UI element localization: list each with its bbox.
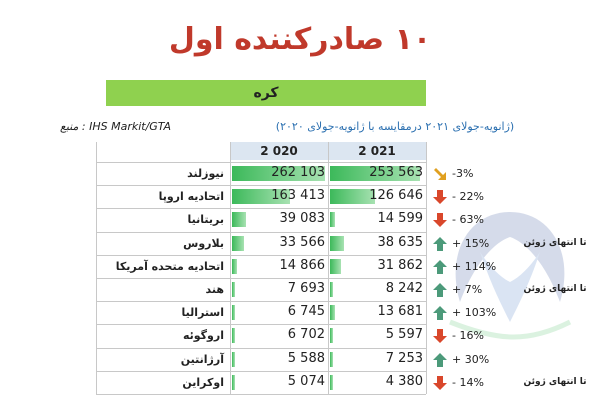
change-percent: -3% xyxy=(452,167,474,180)
value-2021: 7 253 xyxy=(385,350,423,366)
value-2020: 33 566 xyxy=(279,234,325,250)
value-2021: 13 681 xyxy=(377,304,423,320)
arrow-up-icon xyxy=(432,352,448,368)
arrow-up-icon xyxy=(432,305,448,321)
value-2021: 14 599 xyxy=(377,211,423,227)
arrow-down-icon xyxy=(432,328,448,344)
row-divider xyxy=(96,371,426,372)
column-divider xyxy=(426,142,427,394)
change-percent: + 7% xyxy=(452,283,483,296)
value-2021: 5 597 xyxy=(385,327,423,343)
source-label: IHS Markit/GTA : منبع xyxy=(60,120,172,133)
value-2020: 6 745 xyxy=(287,304,325,320)
value-2021: 31 862 xyxy=(377,257,423,273)
value-2020: 7 693 xyxy=(287,281,325,296)
arrow-up-icon xyxy=(432,259,448,275)
arrow-up-icon xyxy=(432,282,448,298)
value-2020: 163 413 xyxy=(271,188,325,204)
row-divider xyxy=(96,255,426,256)
country-label: اوکراین xyxy=(182,375,224,389)
row-divider xyxy=(96,324,426,325)
value-2020: 5 588 xyxy=(287,350,325,366)
year-2020-header: 2 020 xyxy=(260,144,298,158)
change-percent: + 103% xyxy=(452,306,497,320)
country-label: اتحادیه متحده آمریکا xyxy=(115,259,224,273)
product-label: کره xyxy=(253,85,279,101)
change-percent: - 14% xyxy=(452,375,484,389)
page-title: ۱۰ صادرکننده اول xyxy=(168,22,432,57)
row-divider xyxy=(96,348,426,349)
value-2021: 253 563 xyxy=(369,165,423,180)
row-divider xyxy=(96,278,426,279)
value-2020: 262 103 xyxy=(271,165,325,180)
period-subtitle: (ژانویه-جولای ۲۰۲۱ درمقایسه با ژانویه-جولای ۲۰۲۰) xyxy=(275,120,515,133)
country-label: اتحادیه اروپا xyxy=(158,190,224,204)
arrow-up-icon xyxy=(432,236,448,252)
change-percent: - 16% xyxy=(452,329,484,343)
change-percent: + 114% xyxy=(452,259,497,273)
year-2021-header: 2 021 xyxy=(358,144,396,158)
value-2021: 126 646 xyxy=(369,188,423,204)
column-divider xyxy=(96,142,97,394)
row-divider xyxy=(96,301,426,302)
change-percent: + 30% xyxy=(452,352,490,366)
period-note: تا انتهای ژوئن xyxy=(523,237,587,248)
row-divider xyxy=(96,394,426,395)
arrow-down-icon xyxy=(432,212,448,228)
row-divider xyxy=(96,185,426,186)
change-percent: - 63% xyxy=(452,213,484,227)
arrow-down-icon xyxy=(432,375,448,391)
value-2020: 14 866 xyxy=(279,257,325,273)
country-label: هند xyxy=(205,283,224,296)
country-label: نیوزلند xyxy=(187,167,224,180)
country-label: استرالیا xyxy=(181,306,224,320)
value-2021: 38 635 xyxy=(377,234,423,250)
period-note: تا انتهای ژوئن xyxy=(523,284,587,294)
value-2020: 6 702 xyxy=(287,327,325,343)
value-2020: 5 074 xyxy=(287,373,325,389)
table-top-border xyxy=(96,162,426,163)
country-label: اروگوئه xyxy=(182,329,224,343)
column-divider xyxy=(230,142,231,394)
period-note: تا انتهای ژوئن xyxy=(523,376,587,387)
change-percent: + 15% xyxy=(452,236,490,250)
product-band xyxy=(106,80,426,106)
change-percent: - 22% xyxy=(452,190,484,204)
row-divider xyxy=(96,208,426,209)
value-2021: 8 242 xyxy=(385,281,423,296)
country-label: بریتانیا xyxy=(187,213,224,227)
arrow-down-right-icon xyxy=(432,166,448,182)
country-label: آرژانتین xyxy=(180,352,224,366)
value-2020: 39 083 xyxy=(279,211,325,227)
row-divider xyxy=(96,232,426,233)
arrow-down-icon xyxy=(432,189,448,205)
value-2021: 4 380 xyxy=(385,373,423,389)
country-label: بلاروس xyxy=(183,236,224,250)
column-divider xyxy=(328,142,329,394)
